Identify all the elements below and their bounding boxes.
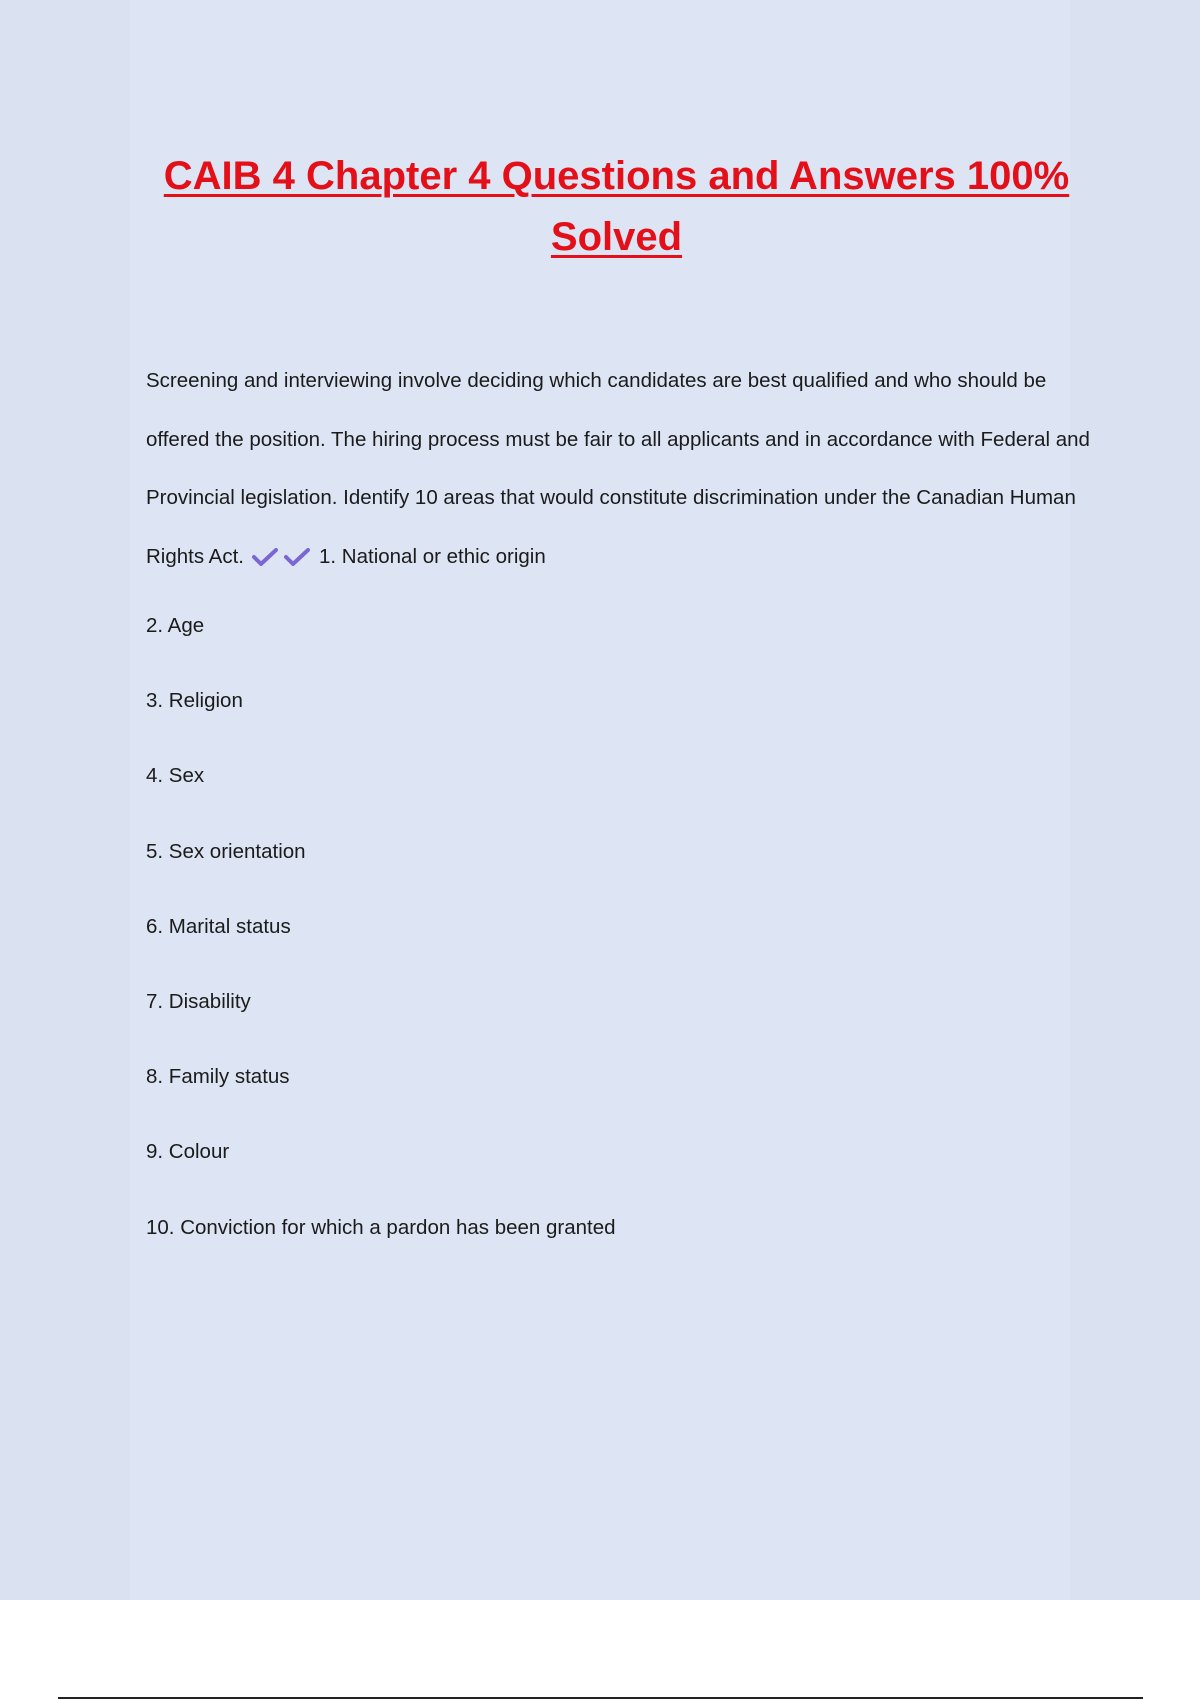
answer-item: 6. Marital status [146, 914, 291, 938]
answer-item: 3. Religion [146, 689, 243, 713]
document-title: CAIB 4 Chapter 4 Questions and Answers 100% Solved [163, 154, 1070, 259]
answer-item: 7. Disability [146, 989, 251, 1013]
question-text: Screening and interviewing involve deciding which candidates are best qualified and who should be offered the position. The hiring process must be fair to all applicants and in accordance with Federal and Provincial legislation. Identify 10 areas that would constitute discrimination under the Canadian Human Rights Act. [146, 369, 1090, 568]
answer-item-1: 1. National or ethic origin [319, 544, 546, 568]
check-icon [252, 548, 278, 566]
answer-item: 5. Sex orientation [146, 839, 306, 863]
answer-item: 8. Family status [146, 1065, 290, 1089]
footer-divider [58, 1697, 1143, 1699]
answer-item: 2. Age [146, 614, 205, 637]
answer-item: 4. Sex [146, 764, 205, 788]
answer-list [146, 612, 616, 1289]
answer-item: 9. Colour [146, 1140, 230, 1164]
question-paragraph [146, 352, 1106, 589]
check-icon [284, 548, 310, 566]
answer-checkmarks [252, 531, 316, 590]
answer-item: 10. Conviction for which a pardon has been granted [146, 1215, 616, 1239]
